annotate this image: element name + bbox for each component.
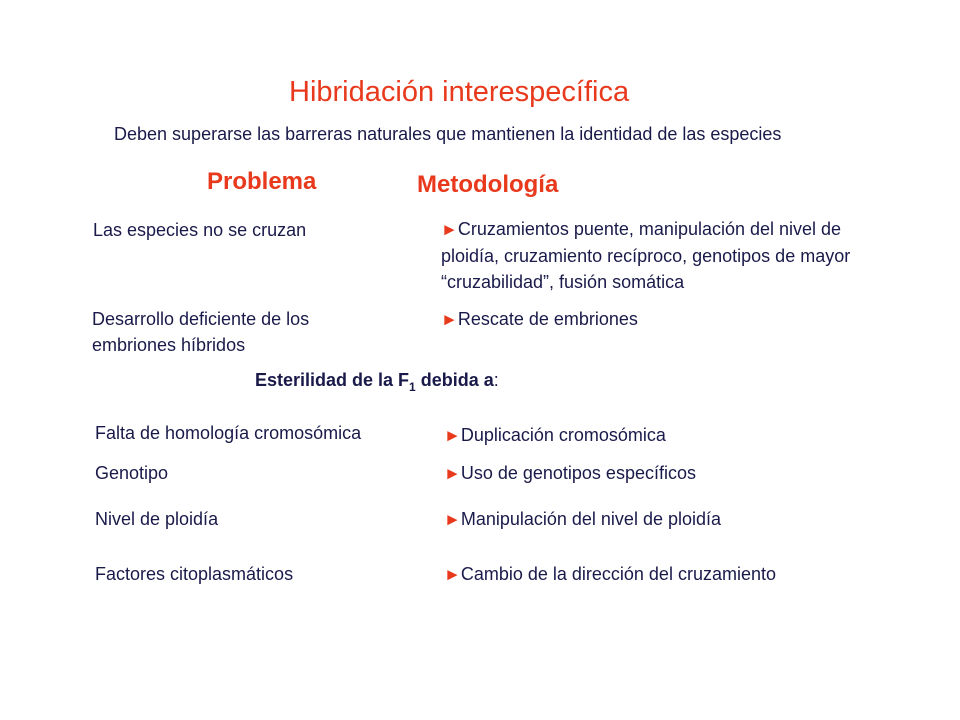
- triangle-bullet-icon: ►: [444, 565, 461, 584]
- method-text: Manipulación del nivel de ploidía: [460, 509, 722, 529]
- method-cell: [444, 422, 666, 449]
- section-suffix: debida a: [415, 370, 494, 390]
- problem-cell: Las especies no se cruzan: [93, 220, 307, 240]
- triangle-bullet-icon: ►: [444, 510, 461, 529]
- slide-subtitle: Deben superarse las barreras naturales que mantienen la identidad de las especies: [114, 124, 782, 144]
- method-cell: [444, 561, 776, 588]
- method-cell: [444, 460, 696, 487]
- problem-cell: Desarrollo deficiente de los embriones híbridos: [92, 309, 310, 355]
- method-cell: [441, 216, 901, 295]
- method-text: Rescate de embriones: [457, 309, 638, 329]
- triangle-bullet-icon: ►: [444, 426, 461, 445]
- triangle-bullet-icon: ►: [444, 464, 461, 483]
- slide-title: Hibridación interespecífica: [289, 76, 630, 108]
- method-column-header: Metodología: [417, 171, 559, 198]
- problem-cell: Falta de homología cromosómica: [95, 423, 362, 443]
- method-text: Duplicación cromosómica: [460, 425, 666, 445]
- section-colon: :: [493, 370, 499, 390]
- method-text: Cambio de la dirección del cruzamiento: [460, 564, 776, 584]
- problem-cell: Nivel de ploidía: [95, 509, 219, 529]
- method-text: Cruzamientos puente, manipulación del nivel de ploidía, cruzamiento recíproco, genotipos de mayor “cruzabilidad”, fusión somática: [441, 219, 851, 292]
- method-cell: [444, 506, 721, 533]
- sterility-section-heading: [255, 370, 499, 394]
- problem-column-header: Problema: [207, 168, 317, 195]
- problem-cell: Factores citoplasmáticos: [95, 564, 294, 584]
- section-subscript: 1: [409, 380, 416, 394]
- method-text: Uso de genotipos específicos: [460, 463, 696, 483]
- section-prefix: Esterilidad de la F: [255, 370, 410, 390]
- triangle-bullet-icon: ►: [441, 220, 458, 239]
- triangle-bullet-icon: ►: [441, 310, 458, 329]
- problem-cell: Genotipo: [95, 463, 169, 483]
- method-cell: [441, 306, 638, 333]
